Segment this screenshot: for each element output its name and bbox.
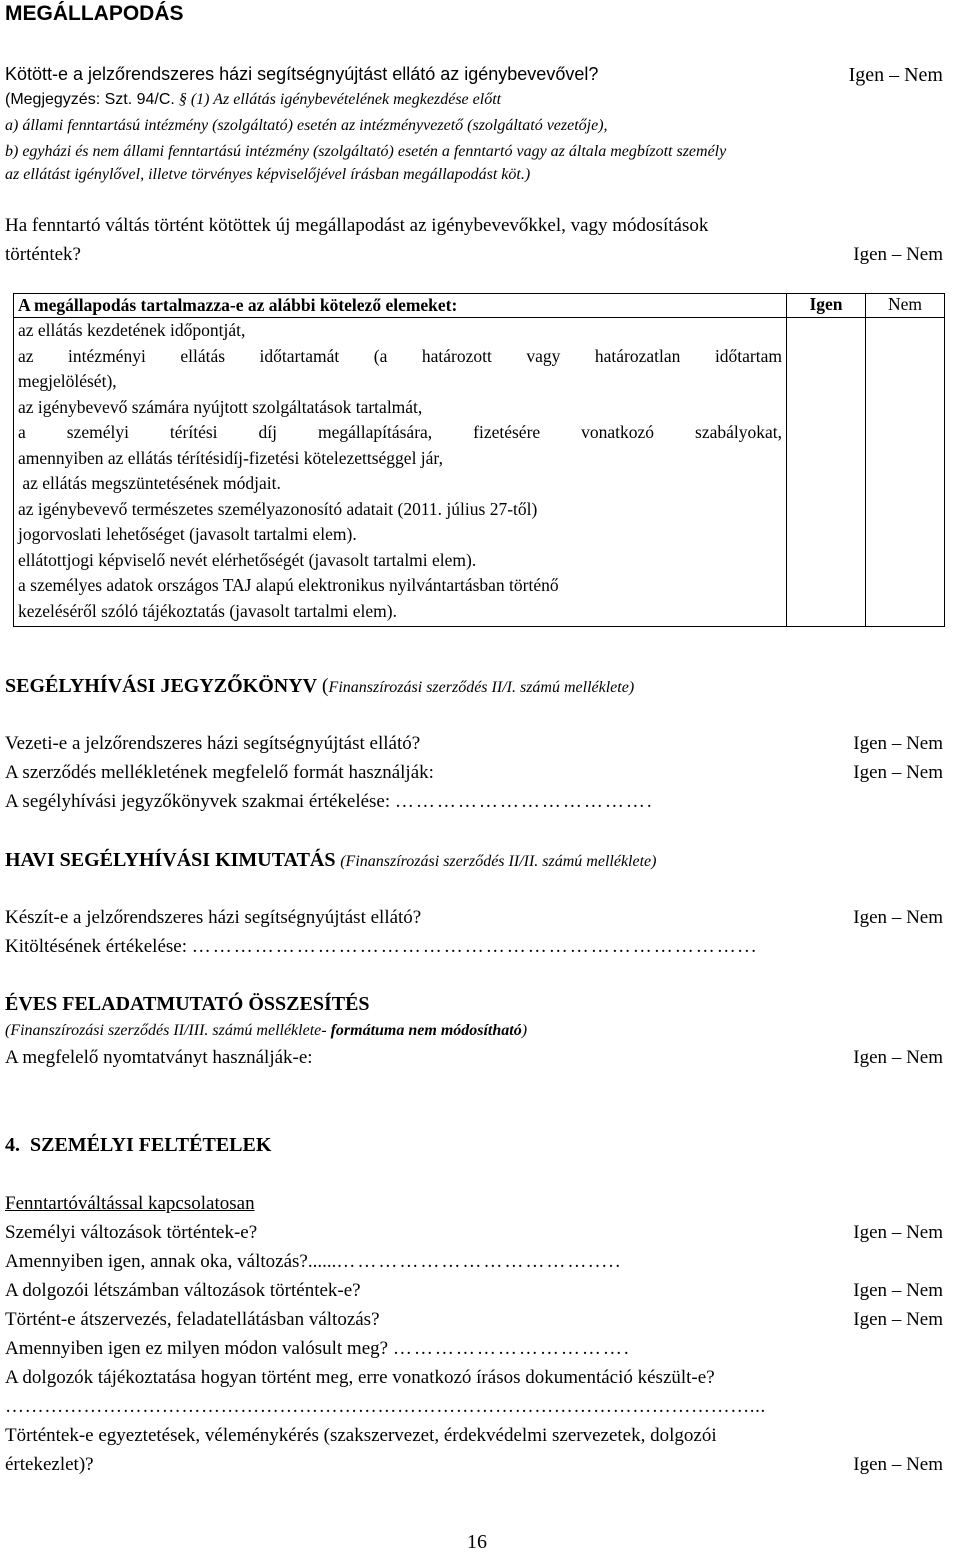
monthly-report-heading: HAVI SEGÉLYHÍVÁSI KIMUTATÁS: [5, 849, 336, 871]
yes-no-answer: Igen – Nem: [853, 1309, 943, 1330]
personal-question-2: Amennyiben igen, annak oka, változás?......……………………………….....: [5, 1251, 623, 1272]
monthly-report-heading-row: [5, 849, 955, 872]
requirements-items-cell: [14, 318, 787, 627]
requirements-yes-cell[interactable]: [787, 318, 866, 627]
agreement-question-2-line-2: történtek? Igen – Nem: [5, 244, 943, 265]
requirements-table: [13, 293, 945, 627]
personal-question-4: Történt-e átszervezés, feladatellátásban változás? Igen – Nem: [5, 1309, 943, 1330]
requirement-item: jogorvoslati lehetőséget (javasolt tartalmi elem).: [18, 524, 357, 544]
yes-no-answer: Igen – Nem: [848, 64, 943, 86]
personal-subheading: Fenntartóváltással kapcsolatosan: [5, 1193, 255, 1214]
personal-question-6: A dolgozók tájékoztatása hogyan történt meg, erre vonatkozó írásos dokumentáció készült-e?: [5, 1367, 715, 1388]
personal-section-heading: 4. SZEMÉLYI FELTÉTELEK: [5, 1134, 272, 1156]
agreement-heading: MEGÁLLAPODÁS: [5, 2, 184, 25]
fill-in-dots[interactable]: ……………………………….: [394, 791, 654, 812]
fill-in-dots[interactable]: ……………………………….....: [336, 1251, 623, 1272]
agreement-question-1: Kötött-e a jelzőrendszeres házi segítségnyújtást ellátó az igénybevevővel? Igen – Nem: [5, 64, 943, 86]
monthly-report-question-1: Készít-e a jelzőrendszeres házi segítségnyújtást ellátó? Igen – Nem: [5, 907, 943, 928]
requirements-header-row: [14, 294, 945, 318]
requirement-item: az intézményi ellátás időtartamát (a határozott vagy határozatlan időtartam: [18, 345, 782, 366]
yes-no-answer: Igen – Nem: [853, 1280, 943, 1301]
yes-no-answer: Igen – Nem: [853, 762, 943, 783]
requirements-no-cell[interactable]: [866, 318, 945, 627]
note-label: (Megjegyzés: Szt. 94/C.: [5, 91, 175, 108]
requirement-item: az ellátás megszüntetésének módjait.: [18, 473, 281, 493]
requirements-header: A megállapodás tartalmazza-e az alábbi kötelező elemeket:: [14, 294, 787, 318]
yes-no-answer: Igen – Nem: [853, 1047, 943, 1068]
agreement-question-2-line-1: Ha fenntartó váltás történt kötöttek új megállapodást az igénybevevőkkel, vagy módosítások: [5, 215, 709, 236]
requirement-item: megjelölését),: [18, 371, 117, 391]
personal-question-5: Amennyiben igen ez milyen módon valósult meg? …………………………….: [5, 1338, 631, 1359]
yes-no-answer: Igen – Nem: [853, 733, 943, 754]
yes-no-answer: Igen – Nem: [853, 1454, 943, 1475]
personal-question-1: Személyi változások történtek-e? Igen – Nem: [5, 1222, 943, 1243]
requirement-item: ellátottjogi képviselő nevét elérhetőségét (javasolt tartalmi elem).: [18, 549, 477, 570]
emergency-log-heading: SEGÉLYHÍVÁSI JEGYZŐKÖNYV: [5, 675, 318, 697]
requirement-item: az igénybevevő természetes személyazonosító adatait (2011. július 27-től): [18, 498, 538, 519]
annual-heading: ÉVES FELADATMUTATÓ ÖSSZESÍTÉS: [5, 993, 370, 1015]
yes-no-answer: Igen – Nem: [853, 1222, 943, 1243]
emergency-log-subtitle: Finanszírozási szerződés II/I. számú melléklete): [328, 679, 635, 696]
monthly-report-question-2: Kitöltésének értékelése: ……………………………………………………………………...: [5, 936, 759, 957]
requirement-item: az igénybevevő számára nyújtott szolgáltatások tartalmát,: [18, 396, 423, 417]
legal-note-line-2: a) állami fenntartású intézmény (szolgáltató) esetén az intézményvezető (szolgáltató vezetője),: [5, 117, 608, 134]
fill-in-dots[interactable]: ……………………………………………………………………………………………………...: [5, 1396, 766, 1417]
requirements-items-row: [14, 318, 945, 627]
column-no-header: Nem: [866, 294, 945, 318]
fill-in-dots[interactable]: ……………………………………………………………………...: [191, 936, 759, 957]
requirement-item: amennyiben az ellátás térítésidíj-fizetési kötelezettséggel jár,: [18, 447, 443, 468]
legal-note-line-1: (Megjegyzés: Szt. 94/C. § (1) Az ellátás igénybevételének megkezdése előtt: [5, 91, 502, 108]
requirement-item: az ellátás kezdetének időpontját,: [18, 320, 246, 340]
personal-question-7-line-1: Történtek-e egyeztetések, véleménykérés (szakszervezet, érdekvédelmi szervezetek, dolgozói: [5, 1425, 717, 1446]
column-yes-header: Igen: [787, 294, 866, 318]
personal-question-7-line-2: értekezlet)? Igen – Nem: [5, 1454, 943, 1475]
fill-in-dots[interactable]: …………………………….: [392, 1338, 631, 1359]
requirement-item: kezeléséről szóló tájékoztatás (javasolt tartalmi elem).: [18, 600, 398, 621]
requirement-item: a személyes adatok országos TAJ alapú elektronikus nyilvántartásban történő: [18, 575, 559, 595]
annual-question-1: A megfelelő nyomtatványt használják-e: Igen – Nem: [5, 1047, 943, 1068]
emergency-log-question-1: Vezeti-e a jelzőrendszeres házi segítségnyújtást ellátó? Igen – Nem: [5, 733, 943, 754]
yes-no-answer: Igen – Nem: [853, 907, 943, 928]
annual-subtitle: (Finanszírozási szerződés II/III. számú melléklete- formátuma nem módosítható): [5, 1022, 528, 1039]
monthly-report-subtitle: (Finanszírozási szerződés II/II. számú melléklete): [340, 853, 657, 870]
emergency-log-heading-row: SEGÉLYHÍVÁSI JEGYZŐKÖNYV (Finanszírozási szerződés II/I. számú melléklete): [5, 675, 635, 697]
personal-question-3: A dolgozói létszámban változások történtek-e? Igen – Nem: [5, 1280, 943, 1301]
legal-note-line-4: az ellátást igénylővel, illetve törvényes képviselőjével írásban megállapodást köt.): [5, 166, 531, 183]
page-number: 16: [467, 1531, 487, 1553]
emergency-log-question-3: A segélyhívási jegyzőkönyvek szakmai értékelése: ……………………………….: [5, 791, 654, 812]
emergency-log-question-2: A szerződés mellékletének megfelelő formát használják: Igen – Nem: [5, 762, 943, 783]
legal-note-line-3: b) egyházi és nem állami fenntartású intézmény (szolgáltató) esetén a fenntartó vagy az általa megbízott személy: [5, 143, 727, 160]
requirement-item: a személyi térítési díj megállapítására, fizetésére vonatkozó szabályokat,: [18, 422, 782, 442]
yes-no-answer: Igen – Nem: [853, 244, 943, 265]
